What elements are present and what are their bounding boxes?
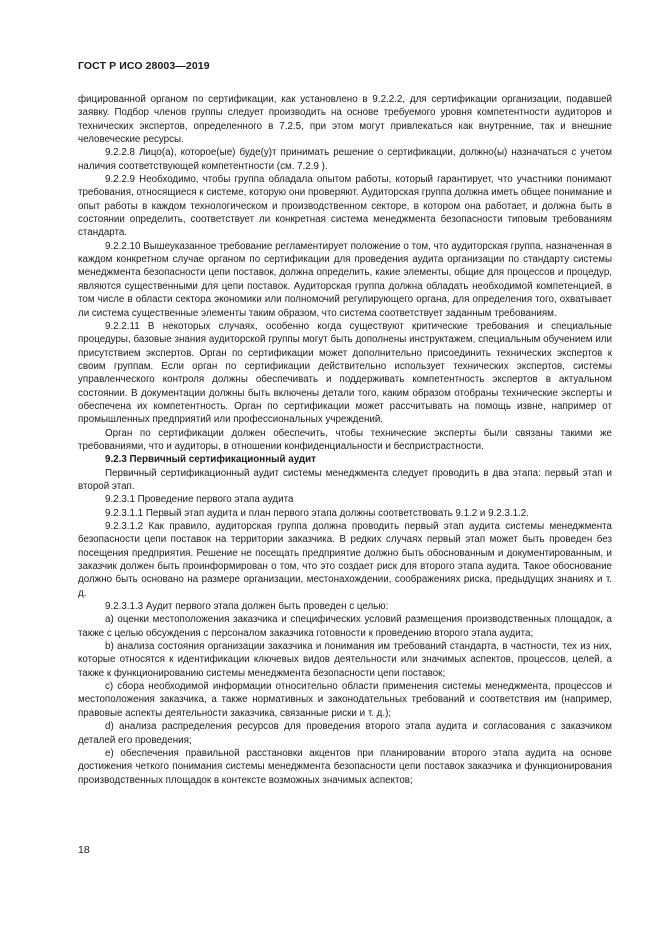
paragraph: 9.2.2.11 В некоторых случаях, особенно когда существуют критические требования и специальные процедуры, базовые знания аудиторской группы могут быть дополнены инструктажем, специальным обучением или присутствием экспертов. Орган по сертификации может дополнительно присоединить технических экспертов к своим группам. Если орган по сертификации действительно использует технических экспертов, системы управленческого контроля должны обеспечивать и поддерживать компетентность экспертов в актуальном состоянии. В документации должны быть включены детали того, каким образом отобраны технические эксперты и обеспечена их компетентность. Орган по сертификации может рассчитывать на помощь извне, например от промышленных предприятий или профессиональных учреждений. [78,320,612,426]
paragraph: Орган по сертификации должен обеспечить, чтобы технические эксперты были связаны такими же требованиями, что и аудиторы, в отношении конфиденциальности и беспристрастности. [78,427,612,452]
subsection-heading: 9.2.3.1 Проведение первого этапа аудита [105,494,294,506]
page-header-doc-id: ГОСТ Р ИСО 28003—2019 [78,60,210,72]
list-item: a) оценки местоположения заказчика и специфических условий размещения производственных площадок, а также с целью обсуждения с персоналом заказчика готовности к проведению второго этапа аудита; [78,614,612,639]
paragraph: 9.2.2.8 Лицо(а), которое(ые) буде(у)т принимать решение о сертификации, должно(ы) назначаться с учетом наличия соответствующей компетентности (см. 7.2.9 ). [78,147,612,172]
list-item: b) анализа состояния организации заказчика и понимания им требований стандарта, в частности, тех из них, которые относятся к идентификации ключевых видов деятельности или значимых аспектов, процессов, целей, а также к функционированию системы менеджмента безопасности цепи поставок; [78,641,612,679]
paragraph: 9.2.2.9 Необходимо, чтобы группа обладала опытом работы, который гарантирует, что участники понимают требования, относящиеся к системе, которую они проверяют. Аудиторская группа должна иметь общее понимание и опыт работы в каждом технологическом и производственном секторе, в котором она работает, и должна быть в состоянии определить, соответствует ли конкретная система менеджмента безопасности типовым требованиям стандарта. [78,174,612,239]
paragraph: 9.2.3.1.3 Аудит первого этапа должен быть проведен с целью: [105,601,389,613]
section-heading: 9.2.3 Первичный сертификационный аудит [105,454,316,466]
list-item: c) сбора необходимой информации относительно области применения системы менеджмента, процессов и местоположения заказчика, а также нормативных и законодательных требований и соответствия им (например, правовые аспекты деятельности заказчика, связанные риски и т. д.); [78,681,612,719]
paragraph: 9.2.3.1.2 Как правило, аудиторская группа должна проводить первый этап аудита системы менеджмента безопасности цепи поставок на территории заказчика. В редких случаях первый этап может быть проведен без посещения предприятия. Решение не посещать предприятие должно быть обоснованным и документированным, и заказчик должен быть проинформирован о том, что это создает риск для второго этапа аудита. Такое обоснование должно быть основано на размере организации, местонахождении, соображениях риска, предыдущих знаниях и т. д. [78,521,612,599]
page-number: 18 [78,844,90,856]
list-item: e) обеспечения правильной расстановки акцентов при планировании второго этапа аудита на основе достижения четкого понимания системы менеджмента безопасности цепи поставок заказчика и функционирования производственных площадок в контексте возможных значимых аспектов; [78,747,612,786]
paragraph: Первичный сертификационный аудит системы менеджмента следует проводить в два этапа: первый этап и второй этап. [78,467,612,492]
paragraph: 9.2.2.10 Вышеуказанное требование регламентирует положение о том, что аудиторская группа, назначенная в каждом конкретном случае органом по сертификации для проведения аудита организации по стандарту системы менеджмента безопасности цепи поставок, должна определить, какие элементы, общие для процессов и процедур, являются существенными для цепи поставок. Аудиторская группа должна обладать необходимой компетенцией, в том числе в области сектора экономики или полномочий регулирующего органа, для определения того, охватывает ли система существенные элементы таким образом, что система соответствует заданным требованиям. [78,240,612,319]
paragraph: фицированной органом по сертификации, как установлено в 9.2.2.2, для сертификации организации, подавшей заявку. Подбор членов группы следует производить на основе требуемого уровня компетентности аудиторов и технических экспертов, определенного в 7.2.5, при этом могут привлекаться как внутренние, так и внешние человеческие ресурсы. [78,94,612,146]
body-text [78,93,612,787]
list-item: d) анализа распределения ресурсов для проведения второго этапа аудита и согласования с заказчиком деталей его проведения; [78,721,612,746]
paragraph: 9.2.3.1.1 Первый этап аудита и план первого этапа должны соответствовать 9.1.2 и 9.2.3.1.2. [105,507,529,519]
